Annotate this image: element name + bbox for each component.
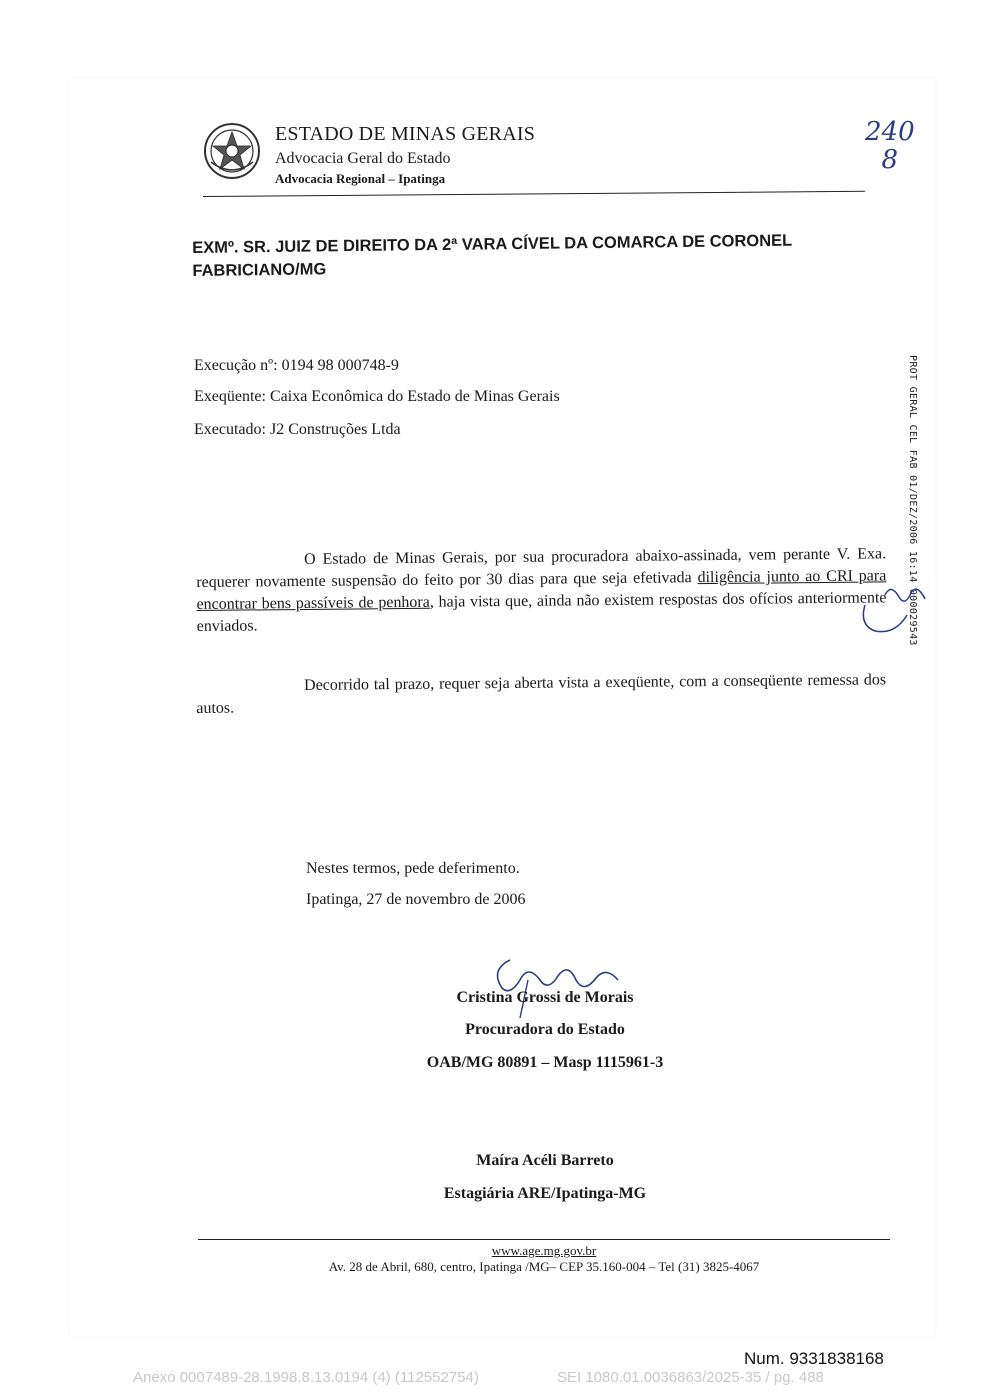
closing-line: Nestes termos, pede deferimento. (306, 860, 520, 877)
footer-url[interactable]: www.age.mg.gov.br (491, 1243, 597, 1258)
annex-reference: Anexo 0007489-28.1998.8.13.0194 (4) (112552754) (133, 1369, 479, 1386)
body-p1-underlined: diligência junto ao CRI para encontrar bens passíveis de penhora (196, 567, 887, 613)
handwritten-number: 240 (865, 117, 915, 147)
indent (196, 690, 304, 691)
protocol-stamp: PROT GERAL CEL FAB 01/DEZ/2006 16:14 000029543 (907, 355, 918, 646)
header-title: ESTADO DE MINAS GERAIS (275, 123, 536, 145)
footer-divider (198, 1239, 890, 1240)
body-p1-end: , haja vista que, ainda não existem respostas dos ofícios anteriormente enviados. (196, 589, 887, 635)
case-exequente: Exeqüente: Caixa Econômica do Estado de Minas Gerais (194, 388, 560, 405)
signatory1-role: Procuradora do Estado (465, 1021, 625, 1038)
signatory1-ids: OAB/MG 80891 – Masp 1115961-3 (426, 1054, 664, 1071)
state-seal-icon (203, 122, 261, 180)
header-office: Advocacia Regional – Ipatinga (275, 171, 446, 186)
addressee: EXMº. SR. JUIZ DE DIREITO DA 2ª VARA CÍVEL DA COMARCA DE CORONEL FABRICIANO/MG (192, 231, 792, 280)
case-executado: Executado: J2 Construções Ltda (194, 421, 401, 438)
footer-address: Av. 28 de Abril, 680, centro, Ipatinga /MG– CEP 35.160-004 – Tel (31) 3825-4067 (328, 1259, 760, 1274)
header-subtitle: Advocacia Geral do Estado (275, 150, 451, 167)
signatory1-name: Cristina Grossi de Morais (456, 989, 634, 1006)
handwritten-page-number (865, 118, 915, 174)
signatory2-role: Estagiária ARE/Ipatinga-MG (443, 1185, 647, 1202)
signatory2-name: Maíra Acéli Barreto (476, 1152, 614, 1169)
body-paragraph-2 (196, 669, 886, 720)
case-number: Execução nº: 0194 98 000748-9 (194, 357, 399, 374)
body-paragraph-1 (196, 543, 887, 638)
handwritten-sub: 8 (881, 145, 899, 175)
sei-reference: SEI 1080.01.0036863/2025-35 / pg. 488 (557, 1369, 824, 1386)
body-p2: Decorrido tal prazo, requer seja aberta vista a exeqüente, com a conseqüente remessa dos autos. (196, 671, 887, 717)
body-p1-start: O Estado de Minas Gerais, por sua procuradora abaixo-assinada, vem perante V. Exa. requerer novamente suspensão do feito por 30 dias para que seja efetivada (196, 545, 887, 591)
document-num: Num. 9331838168 (744, 1349, 884, 1368)
date-line: Ipatinga, 27 de novembro de 2006 (306, 891, 526, 908)
indent (196, 564, 304, 565)
